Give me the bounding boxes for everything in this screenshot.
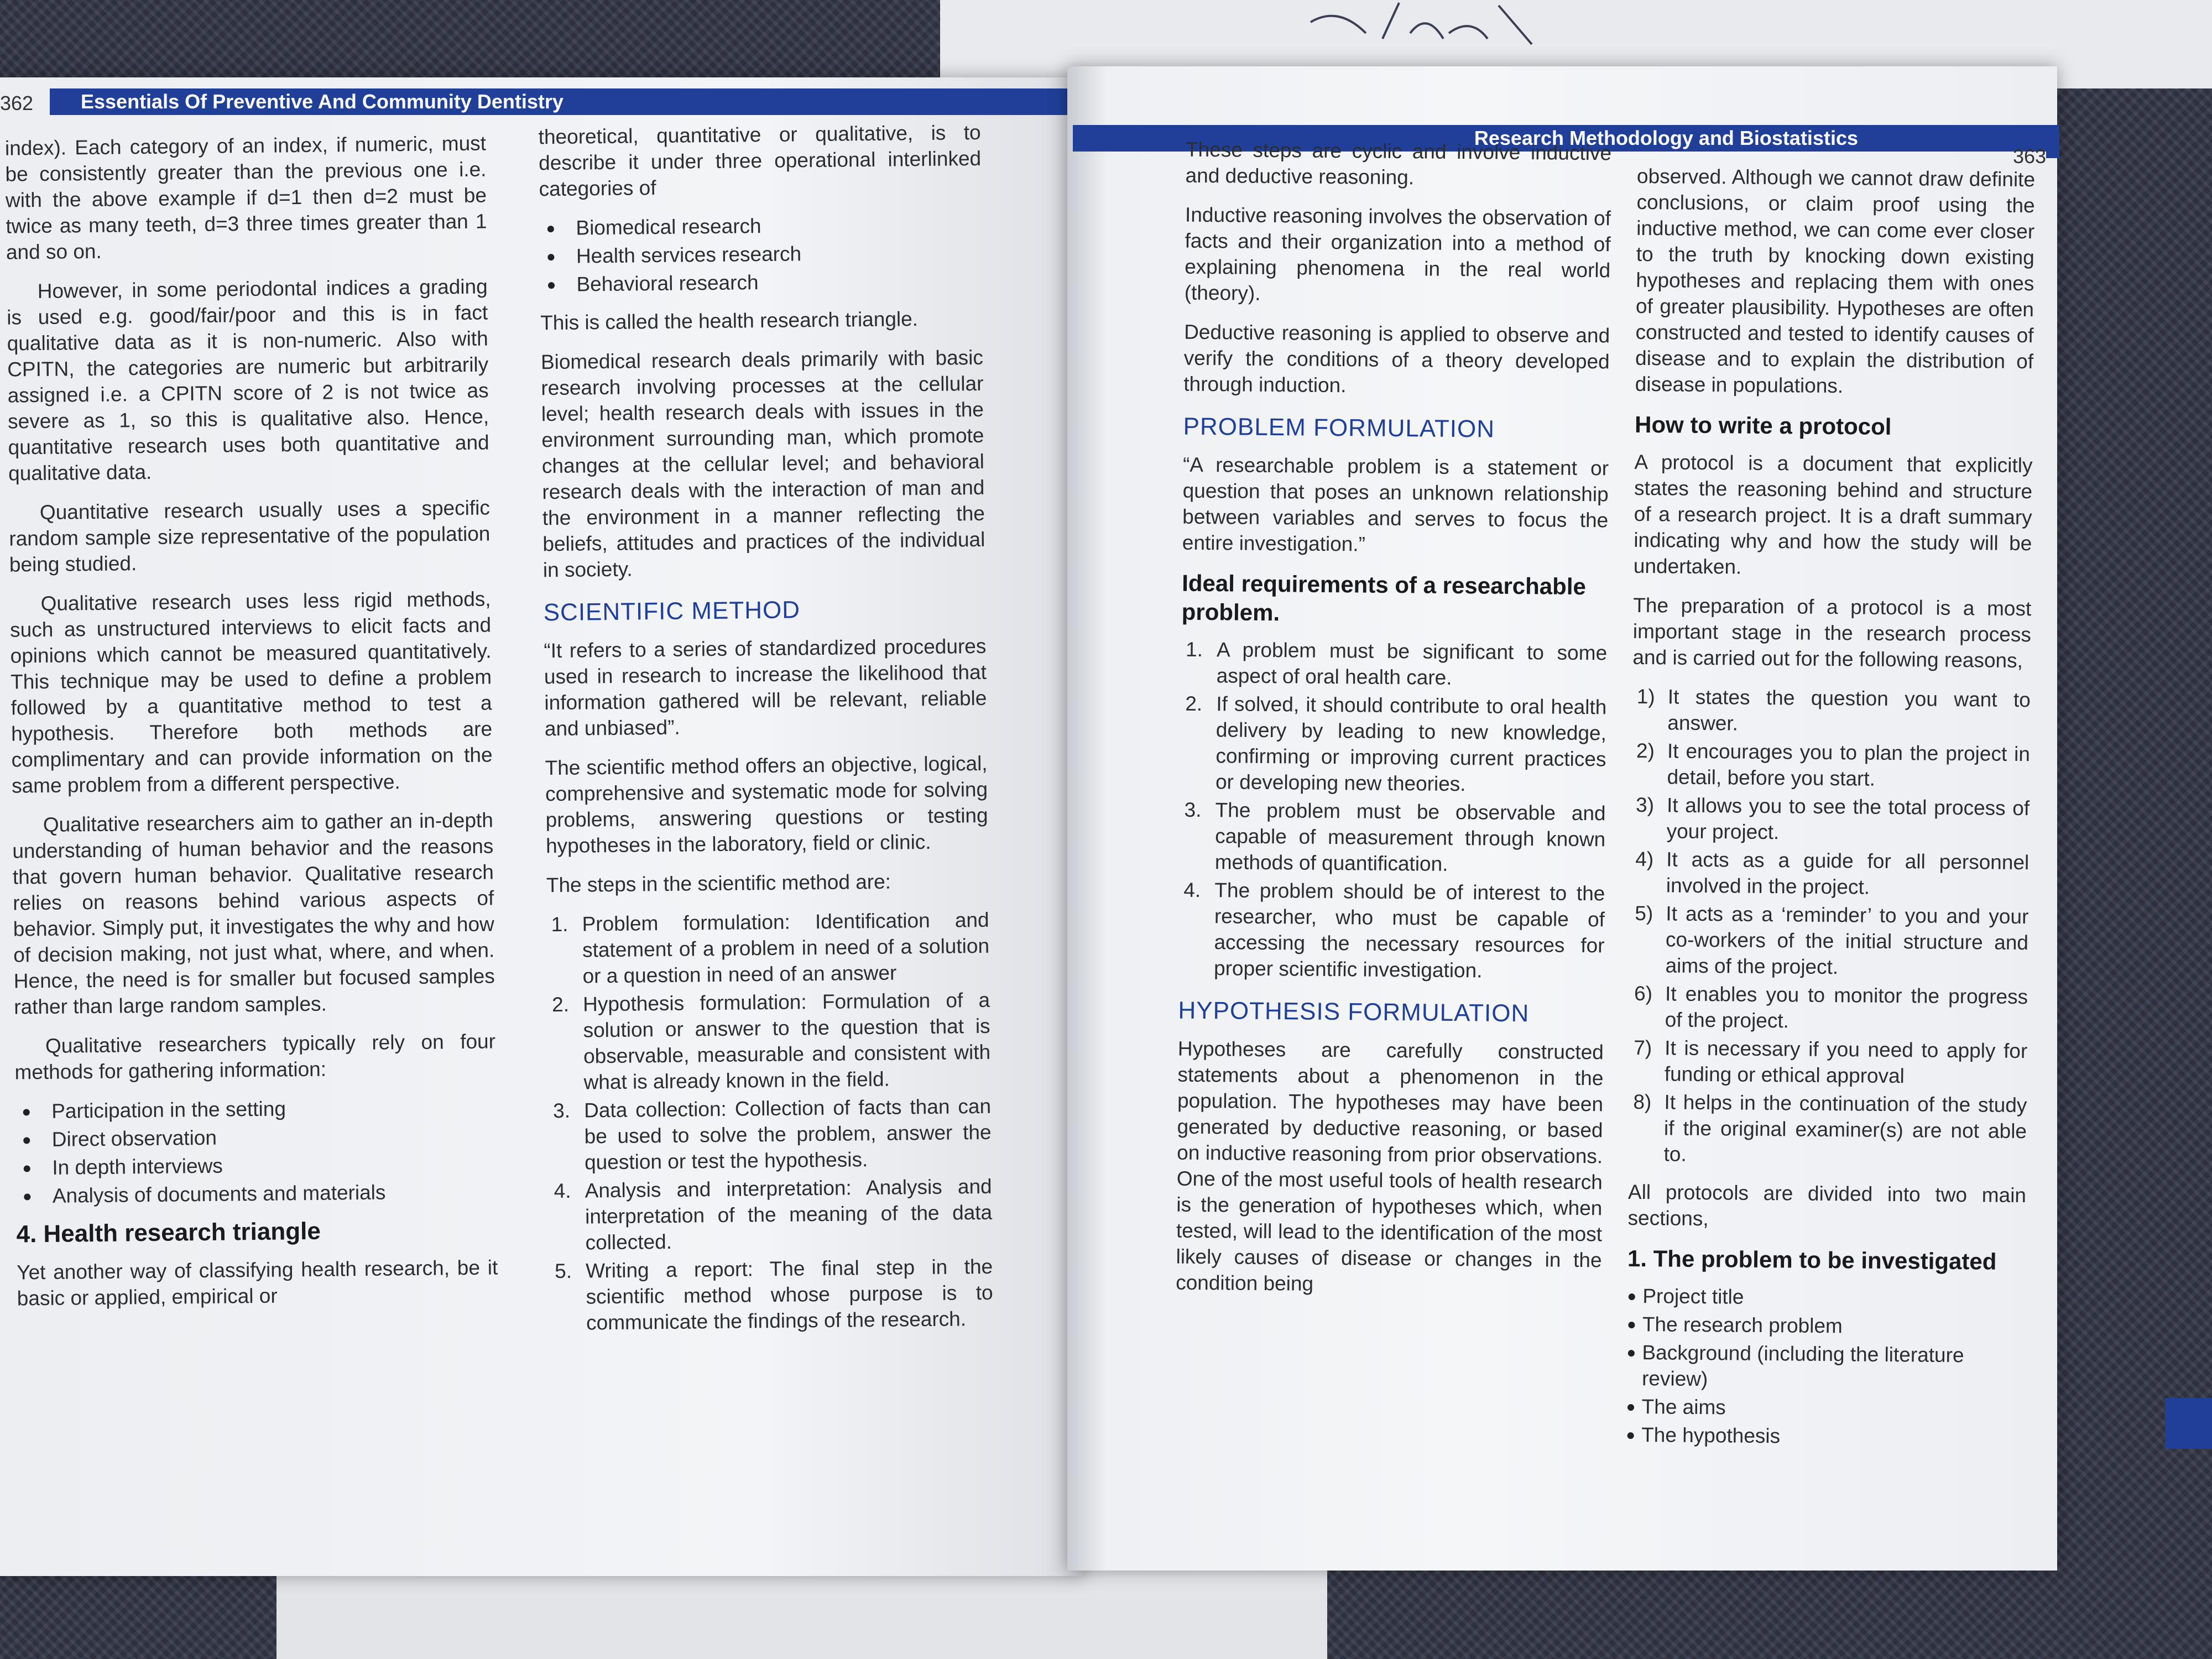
running-header-right-text: Research Methodology and Biostatistics	[1474, 127, 1858, 149]
pen-scribble	[1305, 0, 1537, 50]
paragraph: Deductive reasoning is applied to observe and verify the conditions of a theory developed through induction.	[1183, 320, 1610, 397]
list-text: It acts as a guide for all personnel involved in the project.	[1666, 848, 2030, 899]
left-column-1	[5, 131, 498, 1325]
list-item	[1630, 980, 2028, 1036]
section-heading: HYPOTHESIS FORMULATION	[1178, 997, 1530, 1027]
list-item	[1631, 738, 2030, 793]
list-text: Writing a report: The final step in the scientific method whose purpose is to communicate the findings of the research.	[585, 1255, 993, 1334]
list-item: ● Background (including the literature review)	[1626, 1339, 2025, 1395]
paragraph: The steps in the scientific method are:	[546, 870, 891, 897]
list-text: It is necessary if you need to apply for funding or ethical approval	[1664, 1036, 2028, 1088]
requirements-list	[1178, 637, 1607, 985]
list-item	[1178, 877, 1605, 985]
list-text: A problem must be significant to some aspect of oral health care.	[1216, 638, 1608, 689]
list-item: ● Health services research	[540, 239, 982, 269]
list-item	[1631, 792, 2030, 847]
list-item	[1631, 846, 2030, 901]
paragraph: Inductive reasoning involves the observation of facts and their organization into a method of explaining phenomena in the real world (theory).	[1184, 203, 1611, 305]
paragraph: These steps are cyclic and involve inductive and deductive reasoning.	[1185, 138, 1612, 189]
sub-heading: How to write a protocol	[1634, 411, 1892, 440]
list-number: 4.	[1183, 878, 1201, 901]
list-number: 1.	[551, 912, 568, 936]
list-item: ● Project title	[1627, 1283, 2025, 1312]
paragraph: Qualitative researchers typically rely on four methods for gathering information:	[14, 1030, 496, 1084]
list-number: 3.	[1184, 798, 1202, 821]
right-column-1	[1176, 137, 1611, 1313]
list-item: ● Behavioral research	[540, 267, 982, 298]
list-text: It acts as a ‘reminder’ to you and your co-workers of the initial structure and aims of the project.	[1665, 902, 2029, 979]
list-item	[1180, 691, 1607, 799]
list-text: It allows you to see the total process of your project.	[1666, 794, 2030, 844]
list-number: 3.	[552, 1099, 571, 1123]
paragraph: Hypotheses are carefully constructed statements about a phenomenon in the population. The hypotheses may have been generated by deductive reasoning, or based on inductive reasoning from prior observations. One of the most useful tools of health research is the generation of hypotheses which, when tested, will lead to the identification of the most likely causes of disease or changes in the condition being	[1176, 1037, 1604, 1295]
running-header-left	[50, 88, 1073, 115]
scientific-steps-list	[546, 907, 993, 1336]
list-item	[549, 1173, 992, 1256]
protocol-reasons-list	[1628, 684, 2031, 1170]
paragraph: Biomedical research deals primarily with basic research involving processes at the cellular level; health research deals with issues in the environment surrounding man, which promote changes at the cellular level; and behavioral research deals with the interaction of man and the environment in a manner reflecting the beliefs, attitudes and practices of the individual in society.	[540, 346, 985, 582]
list-item: ● Participation in the setting	[15, 1093, 496, 1124]
paragraph: A protocol is a document that explicitly states the reasoning behind and structure of a research project. It is a draft summary indicating why and how the study will be undertaken.	[1633, 450, 2033, 578]
paragraph: Qualitative researchers aim to gather an in-depth understanding of human behavior and the reasons that govern human behavior. Qualitative research relies on reasons behind various aspects of behavior. Simply put, it investigates the why and how of decision making, not just what, where, and when. Hence, the need is for smaller but focused samples rather than large random samples.	[12, 808, 495, 1019]
list-item: ● The research problem	[1627, 1311, 2025, 1340]
list-text: Data collection: Collection of facts than can be used to solve the problem, answer the question or test the hypothesis.	[583, 1094, 992, 1174]
running-header-left-text: Essentials Of Preventive And Community Dentistry	[81, 90, 564, 113]
list-item: ● The aims	[1626, 1394, 2024, 1423]
page-number-left: 362	[0, 92, 34, 114]
list-text: It enables you to monitor the progress of the project.	[1665, 982, 2028, 1032]
paragraph: This is called the health research triangle.	[540, 307, 919, 335]
paragraph: The preparation of a protocol is a most important stage in the research process and is carried out for the following reasons,	[1632, 593, 2032, 672]
page-number-right: 363	[2013, 145, 2047, 168]
paragraph: All protocols are divided into two main sections,	[1627, 1180, 2027, 1230]
list-number: 4)	[1635, 847, 1654, 871]
list-text: It helps in the continuation of the study if the original examiner(s) are not able to.	[1663, 1091, 2027, 1166]
list-text: It encourages you to plan the project in detail, before you start.	[1667, 739, 2031, 790]
list-number: 8)	[1633, 1090, 1652, 1114]
list-number: 2)	[1636, 739, 1655, 763]
list-item	[1630, 900, 2028, 982]
section-heading: 4. Health research triangle	[16, 1217, 321, 1248]
section-heading: PROBLEM FORMULATION	[1183, 413, 1495, 443]
protocol-sections-list	[1626, 1283, 2026, 1451]
list-text: Analysis and interpretation: Analysis and interpretation of the meaning of the data collected.	[585, 1175, 993, 1254]
sub-heading: Ideal requirements of a researchable problem.	[1181, 570, 1587, 626]
methods-list	[15, 1093, 497, 1209]
list-number: 2.	[1185, 692, 1203, 715]
list-item: ● Biomedical research	[539, 211, 982, 241]
paragraph: theoretical, quantitative or qualitative, is to describe it under three operational interlinked categories of	[538, 121, 982, 201]
paragraph: Qualitative research uses less rigid methods, such as unstructured interviews to elicit facts and opinions which cannot be measured quantitatively. This technique may be used to define a problem followed by a quantitative method to test a hypothesis. Therefore both methods are complimentary and can provide information on the same problem from a different perspective.	[9, 587, 493, 797]
paragraph: observed. Although we cannot draw definite conclusions, or claim proof using the inductive method, we can come ever closer to the truth by knocking down existing hypotheses and replacing them with ones of greater plausibility. Hypotheses are often constructed and tested to identify causes of disease and to explain the distribution of disease in populations.	[1635, 164, 2036, 398]
list-number: 3)	[1635, 793, 1655, 817]
list-item: ● Direct observation	[15, 1121, 497, 1152]
list-item	[1180, 797, 1606, 879]
left-column-2	[538, 119, 993, 1348]
list-item	[1628, 1089, 2027, 1170]
quote: “It refers to a series of standardized procedures used in research to increase the likelihood that information gathered will be relevant, reliable and unbiased”.	[544, 634, 987, 740]
quote: “A researchable problem is a statement or question that poses an unknown relationship between variables and serves to focus the entire investigation.”	[1182, 453, 1609, 556]
list-text: Problem formulation: Identification and statement of a problem in need of a solution or a question in need of an answer	[582, 908, 990, 988]
list-number: 2.	[551, 993, 570, 1016]
list-item: ● The hypothesis	[1626, 1422, 2024, 1451]
list-item: ● In depth interviews	[15, 1150, 497, 1181]
list-text: The problem must be observable and capable of measurement through known methods of quantification.	[1214, 799, 1606, 875]
thumb-index-tab	[2165, 1398, 2212, 1449]
right-column-2	[1626, 163, 2035, 1463]
list-number: 1.	[1185, 638, 1203, 661]
list-item	[547, 987, 991, 1095]
list-item	[550, 1254, 993, 1336]
list-number: 5.	[554, 1259, 572, 1283]
list-item	[1181, 637, 1608, 692]
section-heading: SCIENTIFIC METHOD	[543, 596, 801, 627]
list-text: Hypothesis formulation: Formulation of a solution or answer to the question that is observable, measurable and consistent with what is already known in the field.	[582, 988, 991, 1094]
list-number: 4.	[554, 1179, 571, 1203]
paragraph: Quantitative research usually uses a specific random sample size representative of the population being studied.	[9, 496, 491, 576]
list-item	[546, 907, 989, 989]
header-edge-mark	[2046, 125, 2059, 158]
list-item	[549, 1093, 992, 1176]
paragraph: However, in some periodontal indices a grading is used e.g. good/fair/poor and this is in fact qualitative data as it is non-numeric. Also with CPITN, the categories are numeric but arbitrarily assigned i.e. a CPITN score of 2 is not twice as severe as 1, so this is qualitative also. Hence, quantitative research uses both quantitative and qualitative data.	[6, 275, 489, 485]
paragraph: The scientific method offers an objective, logical, comprehensive and systematic mode for solving problems, answering questions or testing hypotheses in the laboratory, field or clinic.	[545, 752, 988, 858]
paragraph: Yet another way of classifying health research, be it basic or applied, empirical or	[17, 1256, 498, 1310]
list-item: ● Analysis of documents and materials	[16, 1178, 497, 1209]
sub-heading: 1. The problem to be investigated	[1627, 1245, 1997, 1275]
list-item	[1632, 684, 2031, 739]
list-item	[1629, 1035, 2028, 1090]
list-text: It states the question you want to answer.	[1667, 685, 2031, 735]
list-number: 1)	[1636, 685, 1655, 708]
list-number: 7)	[1634, 1036, 1652, 1060]
list-text: If solved, it should contribute to oral health delivery by leading to new knowledge, confirming or improving current practices or developing new theories.	[1215, 692, 1607, 796]
list-number: 6)	[1634, 982, 1653, 1005]
list-number: 5)	[1635, 901, 1653, 925]
paragraph: index). Each category of an index, if numeric, must be consistently greater than the previous one i.e. with the above example if d=1 then d=2 must be twice as many teeth, d=3 three times greater than 1 and so on.	[4, 132, 487, 264]
research-categories-list	[539, 211, 983, 298]
list-text: The problem should be of interest to the researcher, who must be capable of accessing the necessary resources for proper scientific investigation.	[1213, 879, 1605, 982]
